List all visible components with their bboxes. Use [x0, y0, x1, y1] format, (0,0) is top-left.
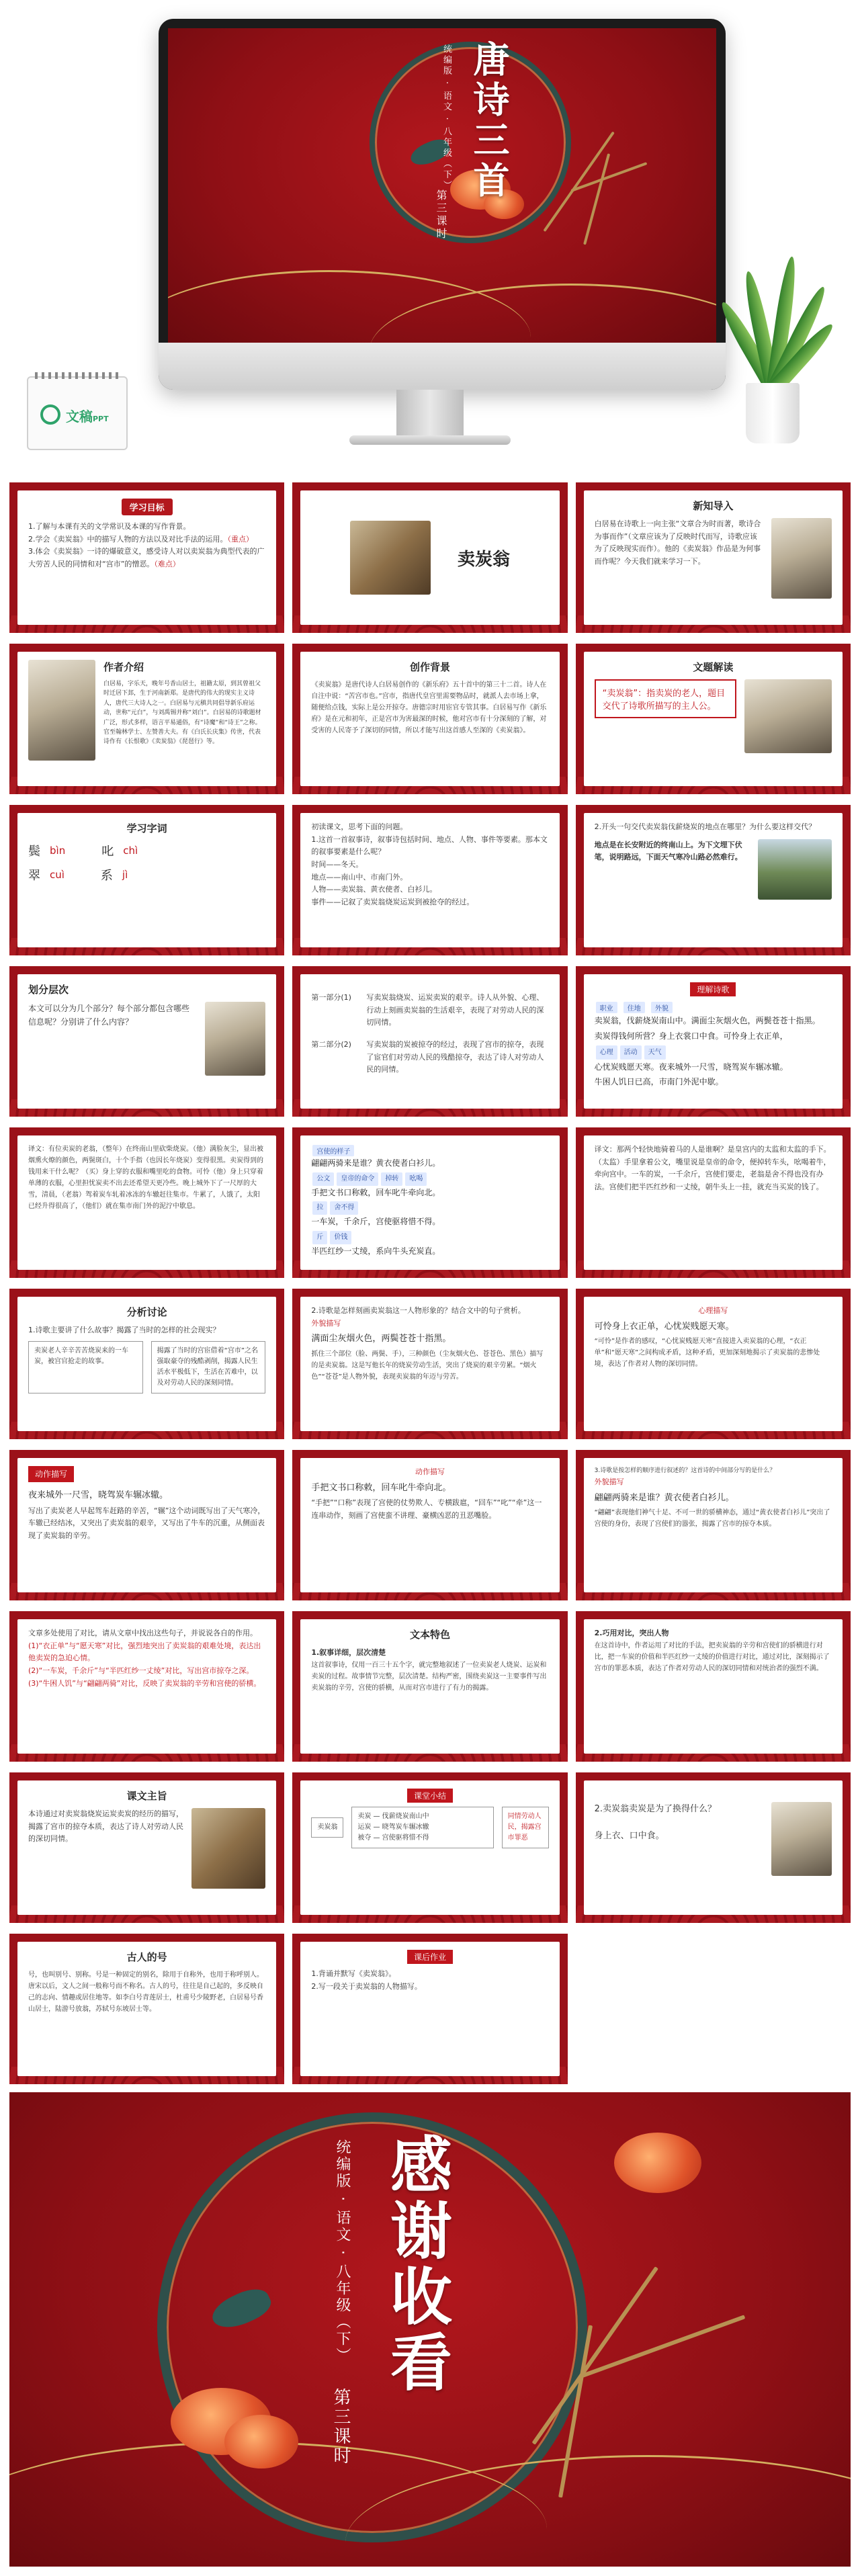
- lotus-painting: [771, 1802, 832, 1876]
- poem-line: 半匹红纱一丈绫，系向牛头充炭直。: [311, 1246, 441, 1256]
- answer-box: 卖炭老人辛辛苦苦烧炭来的一车炭，被宫官抢走的故事。: [28, 1341, 143, 1393]
- goal-mark: （难点）: [154, 560, 180, 569]
- answer: 地点是在长安附近的终南山上。为下文埋下伏笔，说明路远，下面天气寒冷山路必然难行。: [594, 840, 742, 862]
- slide-question[interactable]: [576, 1772, 851, 1923]
- slide-body: 号，也叫别号、别称。号是一种固定的别名，除用于自称外，也用于称呼别人。唐宋以后，文人之间一般称号而不称名。古人的号，往往是自己起的，多反映自己的志向、情趣或居住地等。如李白号青莲居士，杜甫号少陵野老，白居易号香山居士，陆游号放翁，苏轼号东坡居士等。: [28, 1971, 263, 2013]
- monitor-stand: [396, 390, 464, 437]
- slide-action-2[interactable]: [292, 1450, 567, 1600]
- annotation-tag: 宫使的样子: [312, 1145, 354, 1156]
- word-row: 翠 cuì 系 jì: [28, 869, 128, 883]
- slide-translation-2[interactable]: [576, 1127, 851, 1278]
- slide-body: “手把”“口称”表现了宫使的仗势欺人、专横跋扈，“回车”“叱”“牵”这一连串动作，刻画了宫使蛮不讲理、豪横凶恶的丑恶嘴脸。: [311, 1498, 542, 1520]
- question: 1.诗歌主要讲了什么故事？揭露了当时的怎样的社会现实？: [28, 1326, 220, 1334]
- slide-heading: 课文主旨: [126, 1790, 167, 1802]
- slide-text-features-1[interactable]: [292, 1611, 567, 1762]
- slide-psychology[interactable]: [576, 1289, 851, 1439]
- slide-body: “翩翩”表现他们神气十足、不可一世的骄横神态，通过“黄衣使者白衫儿”突出了宫使的身份，表现了宫使们的嚣张，揭露了宫市的掠夺本质。: [594, 1509, 830, 1529]
- question: 2.诗歌是怎样刻画卖炭翁这一人物形象的？结合文中的句子赏析。: [311, 1306, 525, 1315]
- annotation-tag: 外貌: [651, 1002, 673, 1013]
- section-label: 心理描写: [698, 1306, 728, 1315]
- slide-envoy-appearance[interactable]: [576, 1450, 851, 1600]
- poem-line: 夜来城外一尺雪，晓驾炭车辗冰辙。: [28, 1490, 169, 1501]
- slide-body: “可怜”是作者的感叹，“心忧炭贱愿天寒”直接进入卖炭翁的心理，“衣正单”和“愿天寒”之间构成矛盾，这种矛盾，更加深刻地揭示了卖炭翁的悲惨处境，表达了作者对人物的深切同情。: [594, 1337, 820, 1368]
- slide-pill: 课堂小结: [407, 1789, 453, 1803]
- logo-text: 文稿: [66, 409, 93, 425]
- poem-line: 卖炭得钱何所营？身上衣裳口中食。可怜身上衣正单，: [594, 1031, 788, 1041]
- poem-line: 可怜身上衣正单，: [594, 1321, 664, 1332]
- ink-painting: [744, 679, 832, 753]
- section-label: 外貌描写: [594, 1477, 624, 1487]
- word-row: 鬓 bìn 叱 chì: [28, 845, 138, 859]
- slide-heading: 古人的号: [126, 1951, 167, 1963]
- poem-line: 满面尘灰烟火色，两鬓苍苍十指黑。: [311, 1334, 452, 1344]
- goal-line: 1.了解与本课有关的文学常识及本课的写作背景。: [28, 522, 191, 531]
- cover-series: 统编版 · 语文 · 八年级（下）: [441, 44, 452, 191]
- slide-intro-text: 文章多处使用了对比，请从文章中找出这些句子，并说说各自的作用。: [28, 1629, 257, 1637]
- bird-painting: [205, 1002, 265, 1076]
- slide-poem-part1[interactable]: [576, 966, 851, 1117]
- slide-heading: 创作背景: [409, 661, 450, 673]
- slide-body: 这首叙事诗，仅用一百三十五个字，就完整地叙述了一位卖炭老人烧炭、运炭和卖炭的过程。故事情节完整，层次清楚。结构严密，围绕卖炭这一主要事件写出卖炭翁的辛劳，宫使的骄横，从而对宫市进行了有力的揭露。: [311, 1661, 547, 1692]
- annotation-tag: 天气: [644, 1045, 666, 1060]
- brand-logo: [27, 376, 128, 450]
- summary-right: 同情劳动人民，揭露宫市罪恶: [502, 1807, 549, 1848]
- slide-appearance[interactable]: [292, 1289, 567, 1439]
- poem-line: 牛困人饥日已高，市南门外泥中歇。: [594, 1077, 724, 1087]
- annotation-tag: 心理: [596, 1045, 617, 1060]
- slide-title-interpretation[interactable]: [576, 644, 851, 794]
- slide-pill: 学习目标: [122, 499, 173, 515]
- slide-body: 写出了卖炭老人早起驾车赶路的辛苦，“辗”这个动词既写出了天气寒冷，车辙已经结冰，又突出了卖炭翁的艰辛，又写出了牛车的沉重，从侧面表现了卖炭翁的辛劳。: [28, 1506, 265, 1541]
- poem-line: 心忧炭贱愿天寒。夜来城外一尺雪，晓驾炭车辗冰辙。: [594, 1062, 788, 1072]
- logo-icon: [40, 404, 60, 425]
- contrast-item: (3)“牛困人饥”与“翩翩两骑”对比，反映了卖炭翁的辛劳和宫使的骄横。: [28, 1678, 261, 1688]
- part-text: 写卖炭翁烧炭、运炭卖炭的艰辛。诗人从外貌、心理、行动上刻画卖炭翁的生活艰辛，表现了对劳动人民的深切同情。: [366, 993, 544, 1027]
- answer-box: 揭露了当时的宫宦借着“宫市”之名强取豪夺的残酷剥削，揭露人民生活水平极低下，生活在苦难中，以及对劳动人民的深刻同情。: [151, 1341, 266, 1393]
- answer-item: 事件——记叙了卖炭翁烧炭运炭到被抢夺的经过。: [311, 898, 474, 907]
- monitor-base: [349, 435, 511, 445]
- slide-location-question[interactable]: [576, 805, 851, 955]
- homework-item: 1.背诵并默写《卖炭翁》。: [311, 1969, 396, 1978]
- cover-slide: [168, 28, 716, 343]
- charcoal-seller-picture: [350, 521, 431, 595]
- question: 1.这首一首叙事诗，叙事诗包括时间、地点、人物、事件等要素。那本文的叙事要素是什么呢？: [311, 834, 548, 857]
- contrast-item: (2)“一车炭，千余斤”与“半匹红纱一丈绫”对比，写出宫市掠夺之深。: [28, 1666, 254, 1676]
- part-text: 写卖炭翁的炭被掠夺的经过，表现了宫市的掠夺，表现了宦官们对劳动人民的残酷掠夺，表达了诗人对劳动人民的同情。: [366, 1040, 544, 1074]
- hero-section: [0, 0, 860, 470]
- section-label: 动作描写: [28, 1466, 74, 1482]
- closing-lesson: 第三课时: [331, 2388, 351, 2466]
- slide-homework[interactable]: [292, 1934, 567, 2084]
- section-label: 动作描写: [415, 1467, 445, 1476]
- slide-author[interactable]: [9, 644, 284, 794]
- feature-title: 1.叙事详细，层次清楚: [311, 1648, 386, 1657]
- slide-first-reading[interactable]: [292, 805, 567, 955]
- slide-theme[interactable]: [9, 1772, 284, 1923]
- summary-row: 运炭 — 晓驾炭车辗冰辙: [357, 1823, 429, 1831]
- cover-lesson: 第三课时: [435, 189, 447, 241]
- poem-line: 翩翩两骑来是谁？黄衣使者白衫儿。: [594, 1492, 734, 1503]
- part-label: 第二部分(2): [311, 1040, 351, 1049]
- slide-summary[interactable]: [292, 1772, 567, 1923]
- summary-row: 卖炭 — 伐薪烧炭南山中: [357, 1813, 429, 1820]
- slide-title[interactable]: [292, 482, 567, 633]
- slide-body: 本诗通过对卖炭翁烧炭运炭卖炭的经历的描写，揭露了宫市的掠夺本质，表达了诗人对劳动人民的深切同情。: [28, 1809, 183, 1844]
- slide-heading: 文本特色: [409, 1629, 450, 1641]
- answer: 身上衣、口中食。: [594, 1831, 664, 1842]
- slide-body: 白居易，字乐天，晚年号香山居士，祖籍太原，到其曾祖父时迁居下邽，生于河南新郑。是唐代的伟大的现实主义诗人，唐代三大诗人之一。白居易与元稹共同倡导新乐府运动，世称“元白”，与刘禹锡并称“刘白”。白居易的诗歌题材广泛，形式多样，语言平易通俗，有“诗魔”和“诗王”之称。官至翰林学士、左赞善大夫。有《白氏长庆集》传世，代表诗作有《长恨歌》《卖炭翁》《琵琶行》等。: [103, 681, 261, 746]
- branch: [580, 2315, 745, 2378]
- charcoal-seller-picture: [191, 1808, 265, 1889]
- slide-heading: 新知导入: [693, 500, 734, 512]
- poem-line: 翩翩两骑来是谁？黄衣使者白衫儿。: [311, 1158, 441, 1168]
- slide-body: 《卖炭翁》是唐代诗人白居易创作的《新乐府》五十首中的第三十二首。诗人在自注中说：“苦宫市也。”宫市，指唐代皇宫里需要物品时，就派人去市场上拿，随便给点钱，实际上是公开掠夺。唐德宗时用宦官专管其事。白居易写作《新乐府》是在元和初年，正是宫市为害最深的时候，他对宫市有十分深刻的了解，对受害的人民寄予了深切的同情，所以才能写出这首感人至深的《卖炭翁》。: [311, 681, 547, 734]
- answer-item: 地点——南山中、市南门外。: [311, 872, 408, 882]
- slide-heading: 分析讨论: [126, 1306, 167, 1318]
- slide-contrasts[interactable]: [9, 1611, 284, 1762]
- slide-pill: 课后作业: [407, 1950, 453, 1964]
- slide-body: 在这首诗中，作者运用了对比的手法，把卖炭翁的辛劳和宫使们的骄横进行对比，把一车炭的价值和半匹红纱一丈绫的价值进行对比，通过对比，深刻揭示了宫市的罪恶本质，表达了作者对劳动人民的深切同情和对统治者的强烈不满。: [594, 1641, 830, 1672]
- slide-pseudonyms[interactable]: [9, 1934, 284, 2084]
- slide-intro-text: 初读课文，思考下面的问题。: [311, 822, 408, 831]
- slide-body: 抓住三个部位（脸、两鬓、手），三种颜色（尘灰烟火色、苍苍色、黑色）描写的是卖炭翁。这是写他长年的烧炭劳动生活，突出了烧炭的艰辛劳累。“烟火色”“苍苍”是人物外貌，表现卖炭翁的年迈与劳苦。: [311, 1350, 544, 1381]
- closing-slide[interactable]: [9, 2092, 851, 2567]
- annotation-tag: 职业: [596, 1002, 617, 1013]
- homework-item: 2.写一段关于卖炭翁的人物描写。: [311, 1981, 422, 1991]
- answer-item: 人物——卖炭翁、黄衣使者、白衫儿。: [311, 885, 437, 894]
- slide-parts[interactable]: [292, 966, 567, 1117]
- answer-item: 时间——冬天。: [311, 860, 363, 869]
- section-label: 外貌描写: [311, 1318, 341, 1328]
- slide-title-text: 卖炭翁: [457, 549, 510, 570]
- contrast-item: (1)“衣正单”与“愿天寒”对比，强烈地突出了卖炭翁的艰难处境，表达出他卖炭的急迫心情。: [28, 1641, 261, 1663]
- potted-plant: [732, 228, 813, 443]
- slide-vocabulary[interactable]: [9, 805, 284, 955]
- quote-box: “卖炭翁”：指卖炭的老人，题目交代了诗歌所描写的主人公。: [595, 679, 736, 718]
- slide-body: 译文：那两个轻快地骑着马的人是谁啊？是皇宫内的太监和太监的手下。（太监）手里拿着公文，嘴里说是皇帝的命令，便掉转车头，吆喝着牛，牵向宫中。一车的炭，一千余斤，宫使们要走，老翁是舍不得也没有办法。宫使们把半匹红纱和一丈绫，朝牛头上一挂，就充当买炭的钱了。: [584, 1135, 843, 1270]
- slide-heading: 作者介绍: [103, 661, 144, 673]
- slide-body: 白居易在诗歌上一向主张“文章合为时而著，歌诗合为事而作”（文章应该为了反映时代而写，诗歌应该为了反映现实而作）。他的《卖炭翁》作品是为何事而作呢？今天我们就来学习一下。: [594, 519, 761, 566]
- closing-series: 统编版 · 语文 · 八年级（下）: [334, 2139, 351, 2364]
- auspicious-cloud: [224, 2415, 298, 2468]
- slide-grid: [9, 482, 851, 2081]
- closing-title: 感谢收看: [380, 2133, 453, 2396]
- monitor-chin: [159, 343, 726, 390]
- poet-painting: [771, 518, 832, 599]
- poem-line: 手把文书口称敕，回车叱牛牵向北。: [311, 1187, 441, 1197]
- slide-body: 译文：有位卖炭的老翁，（整年）在终南山里砍柴烧炭。（他）满脸灰尘，显出被烟熏火燎的颜色，两鬓斑白，十个手指（也因长年烧炭）变得很黑。卖炭得到的钱用来干什么呢？（买）身上穿的衣服和嘴里吃的食物。可怜（他）身上只穿着单薄的衣服，心里担忧炭卖不出去还希望天更冷些。晚上城外下了一尺厚的大雪，清晨，（老翁）驾着炭车轧着冰冻的车辙赶往集市。牛累了，人饿了，太阳已经升得很高了，（他们）就在集市南门外的泥泞中歇息。: [17, 1135, 276, 1270]
- slide-poem-part2[interactable]: 宫使的样子 翩翩两骑来是谁？黄衣使者白衫儿。 公文 皇帝的命令 掉转 吆喝 手把文书口称敕，回车叱牛牵向北。 拉 舍不得 一车炭，千余斤，宫使驱将惜不得。 斤 价钱 半匹红纱一丈绫，系向牛头充炭直。: [292, 1127, 567, 1278]
- monitor-mockup: [159, 19, 726, 390]
- question: 3.诗歌是按怎样的顺序进行叙述的？这首诗的中间部分写的是什么？: [594, 1467, 776, 1474]
- question: 本文可以分为几个部分？每个部分都包含哪些信息呢？分别讲了什么内容？: [28, 1004, 190, 1027]
- slide-text-features-2[interactable]: [576, 1611, 851, 1762]
- goal-line: 3.体会《卖炭翁》一诗的爆破意义，感受诗人对以卖炭翁为典型代表的广大劳苦人民的同情和对“宫市”的憎恶。: [28, 547, 265, 569]
- feature-title: 2.巧用对比，突出人物: [594, 1629, 669, 1637]
- logo-sub: PPT: [93, 415, 109, 423]
- slide-learning-goals[interactable]: [9, 482, 284, 633]
- question: 2.开头一句交代卖炭翁伐薪烧炭的地点在哪里？为什么要这样交代？: [594, 822, 816, 831]
- slide-action-1[interactable]: [9, 1450, 284, 1600]
- slide-discussion[interactable]: [9, 1289, 284, 1439]
- slide-heading: 划分层次: [28, 984, 69, 996]
- part-label: 第一部分(1): [311, 993, 351, 1002]
- poem-line: 一车炭，千余斤，宫使驱将惜不得。: [311, 1217, 441, 1227]
- poem-line: 卖炭翁，伐薪烧炭南山中。满面尘灰烟火色，两鬓苍苍十指黑。: [594, 1016, 820, 1025]
- annotation-tag: 住地: [624, 1002, 645, 1013]
- slide-heading: 学习字词: [126, 822, 167, 834]
- slide-heading: 文题解读: [693, 661, 734, 673]
- annotation-tag: 活动: [620, 1045, 642, 1060]
- author-portrait: [28, 660, 95, 761]
- slide-translation-1[interactable]: [9, 1127, 284, 1278]
- slide-intro[interactable]: [576, 482, 851, 633]
- goal-mark: （重点）: [227, 534, 253, 544]
- question: 2.卖炭翁卖炭是为了换得什么？: [594, 1804, 717, 1814]
- poem-line: 手把文书口称敕，回车叱牛牵向北。: [311, 1482, 452, 1493]
- poem-line: 心忧炭贱愿天寒。: [664, 1321, 734, 1332]
- slide-structure[interactable]: [9, 966, 284, 1117]
- auspicious-cloud: [614, 2133, 701, 2193]
- summary-row: 被夺 — 宫使驱将惜不得: [357, 1834, 429, 1842]
- slide-background[interactable]: [292, 644, 567, 794]
- slide-pill: 理解诗歌: [690, 982, 736, 996]
- goal-line: 2.学会《卖炭翁》中的描写人物的方法以及对比手法的运用。: [28, 534, 228, 544]
- mountain-photo: [758, 839, 832, 900]
- summary-left: 卖炭翁: [311, 1817, 343, 1838]
- cover-title: 唐诗三首: [468, 40, 511, 202]
